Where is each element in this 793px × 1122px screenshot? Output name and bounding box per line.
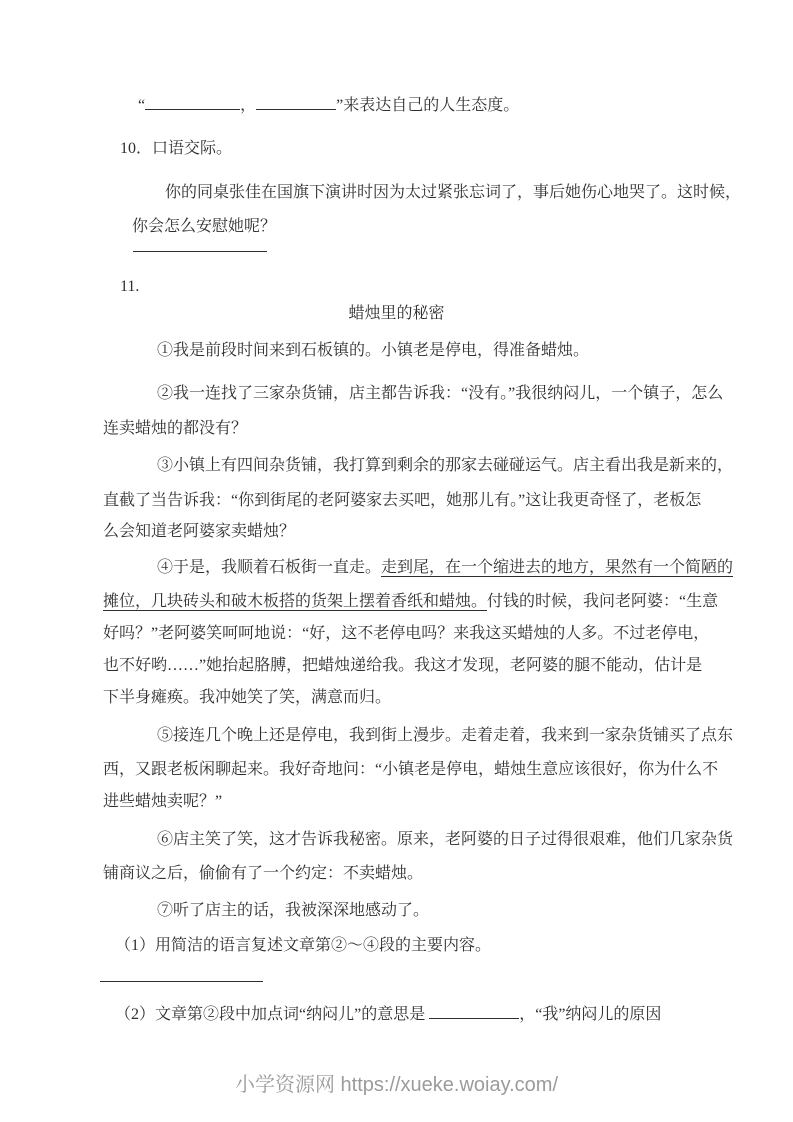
answer-blank <box>429 1004 519 1019</box>
passage-p5-line2: 西，又跟老板闲聊起来。我好奇地问：“小镇老是停电，蜡烛生意应该很好，你为什么不 <box>103 761 719 778</box>
comma: ， <box>240 97 257 114</box>
question10-heading <box>120 139 232 159</box>
passage-p4-line1-normal: ④于是，我顺着石板街一直走。 <box>157 559 382 576</box>
question10-prompt-line1: 你的同桌张佳在国旗下演讲时因为太过紧张忘词了，事后她伤心地哭了。这时候， <box>165 184 742 201</box>
passage-p4-line2-normal: 付钱的时候，我问老阿婆：“生意 <box>487 593 719 610</box>
passage-p4-line2-underlined: 摊位，几块砖头和破木板搭的货架上摆着香纸和蜡烛。 <box>103 593 488 610</box>
site-watermark: 小学资源网 https://xueke.woiay.com/ <box>234 1074 559 1096</box>
question10-label: 口语交际。 <box>152 140 233 157</box>
passage-p5-line1: ⑤接连几个晚上还是停电，我到街上漫步。走着走着，我来到一家杂货铺买了点东 <box>157 727 734 744</box>
question11-number: 11. <box>120 278 140 295</box>
question11-sub1: （1）用简洁的语言复述文章第②～④段的主要内容。 <box>115 937 492 954</box>
passage-p4-line4: 也不好哟……”她抬起胳膊，把蜡烛递给我。我这才发现，老阿婆的腿不能动，估计是 <box>103 657 703 674</box>
passage-p4-line1 <box>157 558 733 578</box>
passage-p2-line2: 连卖蜡烛的都没有？ <box>103 420 248 437</box>
answer-blank <box>256 95 336 110</box>
open-quote: “ <box>138 97 146 114</box>
close-quote: ” <box>336 97 344 114</box>
passage-p4-line3: 好吗？”老阿婆笑呵呵地说：“好，这不老停电吗？来我这买蜡烛的人多。不过老停电， <box>103 625 710 642</box>
passage-p5-line3: 进些蜡烛卖呢？” <box>103 793 223 810</box>
passage-p4-line2 <box>103 592 718 612</box>
question10-number: 10． <box>120 140 153 157</box>
question10-prompt-line2: 你会怎么安慰她呢？ <box>132 218 277 235</box>
passage-p4-line5: 下半身瘫痪。我冲她笑了笑，满意而归。 <box>103 689 392 706</box>
answer-blank <box>100 966 263 982</box>
passage-p6-line1: ⑥店主笑了笑，这才告诉我秘密。原来，老阿婆的日子过得很艰难，他们几家杂货 <box>157 831 734 848</box>
passage-p7-line1: ⑦听了店主的话，我被深深地感动了。 <box>157 902 430 919</box>
question9-tail-line <box>138 95 519 116</box>
passage-p1-line1: ①我是前段时间来到石板镇的。小镇老是停电，得准备蜡烛。 <box>157 342 590 359</box>
passage-p3-line2: 直截了当告诉我：“你到街尾的老阿婆家去买吧，她那儿有。”这让我更奇怪了，老板怎 <box>103 492 702 509</box>
answer-blank <box>133 236 267 252</box>
question11-sub2 <box>115 1004 661 1025</box>
question11-sub2-before: （2）文章第②段中加点词“纳闷儿”的意思是 <box>115 1006 426 1023</box>
passage-p2-line1: ②我一连找了三家杂货铺，店主都告诉我：“没有。”我很纳闷儿，一个镇子，怎么 <box>157 385 724 402</box>
passage-p4-line1-underlined: 走到尾，在一个缩进去的地方，果然有一个简陋的 <box>381 559 734 576</box>
question9-tail-text: 来表达自己的人生态度。 <box>343 97 520 114</box>
passage-p6-line2: 铺商议之后，偷偷有了一个约定：不卖蜡烛。 <box>103 865 424 882</box>
passage-p3-line1: ③小镇上有四间杂货铺，我打算到剩余的那家去碰碰运气。店主看出我是新来的， <box>157 457 734 474</box>
question11-sub2-after: ，“我”纳闷儿的原因 <box>519 1006 662 1023</box>
passage-p3-line3: 么会知道老阿婆家卖蜡烛？ <box>103 523 296 540</box>
passage-title: 蜡烛里的秘密 <box>348 305 445 322</box>
answer-blank <box>145 95 240 110</box>
